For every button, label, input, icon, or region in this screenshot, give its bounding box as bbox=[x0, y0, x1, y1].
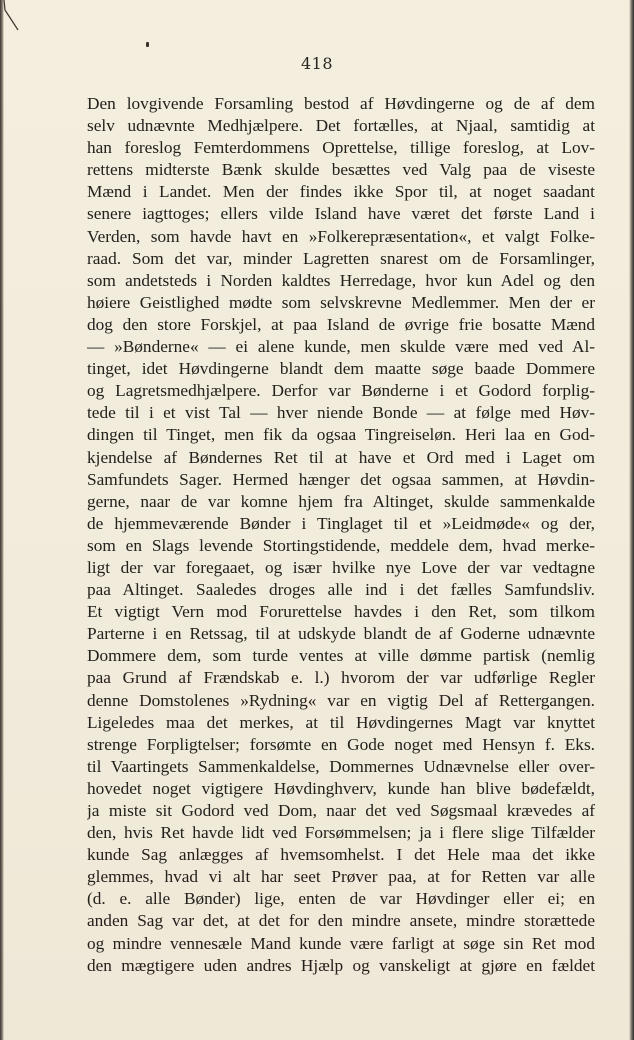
text-line: denne Domstolenes »Rydning« var en vigtig Del af Rettergangen. bbox=[87, 690, 595, 710]
page-left-edge bbox=[0, 0, 4, 1040]
text-line: kunde Sag anlægges af hvemsomhelst. I det Hele maa det ikke bbox=[87, 845, 595, 865]
text-line: Samfundets Sager. Hermed hænger det ogsaa sammen, at Høvdin- bbox=[87, 469, 595, 489]
text-line: selv udnævnte Medhjælpere. Det fortælles, at Njaal, samtidig at bbox=[87, 116, 595, 136]
text-line: høiere Geistlighed mødte som selvskrevne Medlemmer. Men der er bbox=[87, 292, 595, 312]
torn-corner-mark bbox=[2, 0, 20, 34]
ink-speck bbox=[146, 42, 149, 47]
text-line: den, hvis Ret havde lidt ved Forsømmelsen; ja i flere slige Tilfælder bbox=[87, 823, 595, 843]
page-number: 418 bbox=[300, 54, 334, 73]
text-line: de hjemmeværende Bønder i Tinglaget til et »Leidmøde« og der, bbox=[87, 513, 595, 533]
text-line: gerne, naar de var komne hjem fra Altinget, skulde sammenkalde bbox=[87, 491, 595, 511]
text-line: senere iagttoges; ellers vilde Island have været det første Land i bbox=[87, 204, 595, 224]
text-line: dingen til Tinget, men fik da ogsaa Tingreiseløn. Heri laa en God- bbox=[87, 425, 595, 445]
text-line: Parterne i en Retssag, til at udskyde blandt de af Goderne udnævnte bbox=[87, 624, 595, 644]
text-line: som andetsteds i Norden kaldtes Herredage, hvor kun Adel og den bbox=[87, 270, 595, 290]
text-line: Mænd i Landet. Men der findes ikke Spor til, at noget saadant bbox=[87, 182, 595, 202]
text-line: hovedet noget vigtigere Høvdinghverv, kunde han blive bødefældt, bbox=[87, 778, 595, 798]
text-line: og Lagretsmedhjælpere. Derfor var Bønderne i et Godord forplig- bbox=[87, 381, 595, 401]
text-line: han foreslog Femterdommens Oprettelse, tillige foreslog, at Lov- bbox=[87, 138, 595, 158]
body-text bbox=[87, 93, 595, 977]
text-line: Verden, som havde havt en »Folkerepræsentation«, et valgt Folke- bbox=[87, 226, 595, 246]
text-line: (d. e. alle Bønder) lige, enten de var Høvdinger eller ei; en bbox=[87, 889, 595, 909]
text-line: den mægtigere uden andres Hjælp og vanskeligt at gjøre en fældet bbox=[87, 955, 595, 975]
text-line: og mindre vennesæle Mand kunde være farligt at søge sin Ret mod bbox=[87, 933, 595, 953]
text-line: — »Bønderne« — ei alene kunde, men skulde være med ved Al- bbox=[87, 337, 595, 357]
text-line: ligt der var foregaaet, og især hvilke nye Love der var vedtagne bbox=[87, 557, 595, 577]
text-line: som en Slags levende Stortingstidende, meddele dem, hvad merke- bbox=[87, 535, 595, 555]
text-line: anden Sag var det, at det for den mindre ansete, mindre storættede bbox=[87, 911, 595, 931]
text-line: kjendelse af Bøndernes Ret til at have et Ord med i Laget om bbox=[87, 447, 595, 467]
text-line: Dommere dem, som turde ventes at ville dømme partisk (nemlig bbox=[87, 646, 595, 666]
page-right-edge bbox=[629, 0, 634, 1040]
text-line: ja miste sit Godord ved Dom, naar det ved Søgsmaal krævedes af bbox=[87, 801, 595, 820]
text-line: Den lovgivende Forsamling bestod af Høvdingerne og de af dem bbox=[87, 94, 595, 113]
text-line: glemmes, hvad vi alt har seet Prøver paa, at for Retten var alle bbox=[87, 867, 595, 887]
text-line: paa Altinget. Saaledes droges alle ind i det fælles Samfundsliv. bbox=[87, 580, 595, 600]
text-line: paa Grund af Frændskab e. l.) hvorom der var udførlige Regler bbox=[87, 668, 595, 688]
text-line: rettens midterste Bænk skulde besættes ved Valg paa de viseste bbox=[87, 160, 595, 180]
text-line: tede til i et vist Tal — hver niende Bonde — at følge med Høv- bbox=[87, 403, 595, 423]
text-line: tinget, idet Høvdingerne blandt dem maatte søge baade Dommere bbox=[87, 359, 595, 379]
text-line: til Vaartingets Sammenkaldelse, Dommernes Udnævnelse eller over- bbox=[87, 756, 595, 776]
text-line: strenge Forpligtelser; forsømte en Gode noget med Hensyn f. Eks. bbox=[87, 734, 595, 754]
text-line: raad. Som det var, minder Lagretten snarest om de Forsamlinger, bbox=[87, 248, 595, 268]
text-line: dog den store Forskjel, at paa Island de øvrige frie bosatte Mænd bbox=[87, 314, 595, 334]
text-line: Et vigtigt Vern mod Forurettelse havdes i den Ret, som tilkom bbox=[87, 602, 595, 622]
text-line: Ligeledes maa det merkes, at til Høvdingernes Magt var knyttet bbox=[87, 712, 595, 732]
